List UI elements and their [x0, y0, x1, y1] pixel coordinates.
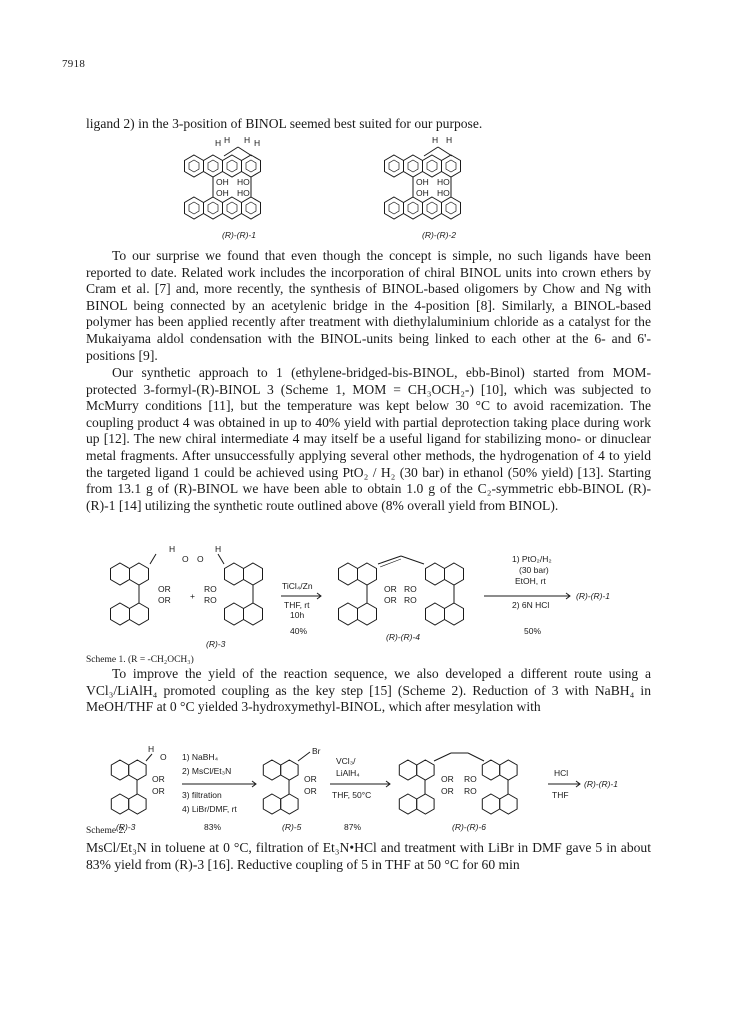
atom-label: OH	[216, 177, 229, 187]
atom-label: OR	[304, 786, 317, 796]
compound-1-structure	[185, 135, 261, 240]
time-label: 10h	[290, 610, 305, 620]
scheme-1	[86, 542, 666, 664]
atom-label: O	[197, 554, 204, 564]
atom-label: OH	[216, 188, 229, 198]
compound-label-3: (R)-3	[116, 822, 136, 832]
atom-label: HO	[437, 188, 450, 198]
atom-label: OR	[158, 595, 171, 605]
paragraph-4	[86, 840, 651, 873]
atom-label: OR	[152, 774, 165, 784]
atom-label: Br	[312, 746, 321, 756]
compound-6-structure	[399, 753, 517, 832]
figure-top-structures	[180, 134, 520, 246]
atom-label: HO	[237, 188, 250, 198]
reagent-label: 1) NaBH₄	[182, 752, 219, 762]
atom-label: RO	[204, 595, 217, 605]
atom-label: RO	[204, 584, 217, 594]
conditions-label: THF, rt	[284, 600, 310, 610]
compound-label-2: (R)-(R)-2	[422, 230, 456, 240]
compound-label-1: (R)-(R)-1	[222, 230, 256, 240]
compound-label-5: (R)-5	[282, 822, 302, 832]
paragraph-3	[86, 666, 651, 716]
atom-label: O	[160, 752, 167, 762]
step-1-arrow	[281, 581, 321, 636]
step-1-arrow	[182, 752, 256, 832]
reagent-label: (30 bar)	[519, 565, 549, 575]
page-number: 7918	[62, 58, 86, 70]
paragraph-0	[86, 116, 651, 133]
atom-label: O	[182, 554, 189, 564]
atom-label: H	[432, 135, 439, 145]
compound-label-4: (R)-(R)-4	[386, 632, 420, 642]
reagent-label: 3) filtration	[182, 790, 222, 800]
atom-label: HO	[437, 177, 450, 187]
product-label: (R)-(R)-1	[576, 591, 610, 601]
atom-label: RO	[404, 595, 417, 605]
plus-sign: +	[190, 591, 195, 601]
atom-label: H	[254, 138, 261, 148]
atom-label: OR	[158, 584, 171, 594]
yield-label: 50%	[524, 626, 542, 636]
step-2-arrow	[484, 554, 610, 636]
yield-label: 87%	[344, 822, 362, 832]
atom-label: H	[244, 135, 251, 145]
compound-4-structure	[339, 556, 464, 642]
paragraph-1	[86, 248, 651, 364]
atom-label: OR	[441, 786, 454, 796]
atom-label: H	[224, 135, 231, 145]
atom-label: OR	[152, 786, 165, 796]
atom-label: RO	[464, 774, 477, 784]
atom-label: OH	[416, 177, 429, 187]
atom-label: OR	[304, 774, 317, 784]
atom-label: H	[148, 746, 155, 754]
paragraph-text: To improve the yield of the reaction sequence, we also developed a different route using a VCl₃/LiAlH₄ promoted coupling as the key step [15] (Scheme 2). Reduction of 3 with NaBH₄ in MeOH/THF at 0 °C yielded 3-hydroxymethyl-BINOL, which after mesylation with	[86, 666, 651, 715]
atom-label: H	[446, 135, 453, 145]
paragraph-text: To our surprise we found that even though the concept is simple, no such ligands have been reported to date. Related work includes the incorporation of chiral BINOL units into crown ethers by Cram et al. [7] and, more recently, the synthesis of BINOL-based oligomers by Chow and Ng with BINOL being connected by an acetylenic bridge in the 4-position [8]. Similarly, a BINOL-based polymer has been applied recently after treatment with diethylaluminium chloride as a catalyst for the Mukaiyama aldol condensation with the BINOL-units being linked to each other at the 6- and 6'-positions [9].	[86, 248, 651, 363]
atom-label: HO	[237, 177, 250, 187]
atom-label: OR	[384, 584, 397, 594]
atom-label: RO	[404, 584, 417, 594]
conditions-label: THF, 50°C	[332, 790, 372, 800]
scheme-2-caption: Scheme 2.	[86, 826, 126, 836]
compound-label-6: (R)-(R)-6	[452, 822, 486, 832]
reagent-label: 2) 6N HCl	[512, 600, 550, 610]
paragraph-text: ligand 2) in the 3-position of BINOL seemed best suited for our purpose.	[86, 116, 483, 131]
compound-3-structure	[111, 544, 263, 649]
paragraph-text: MsCl/Et₃N in toluene at 0 °C, filtration of Et₃N•HCl and treatment with LiBr in DMF gave 5 in about 83% yield from (R)-3 [16]. Reductive coupling of 5 in THF at 50 °C for 60 min	[86, 840, 651, 872]
atom-label: H	[215, 138, 222, 148]
reagent-label: VCl₃/	[336, 756, 356, 766]
compound-5-structure	[263, 746, 320, 832]
reagent-label: HCl	[554, 768, 569, 778]
paragraph-2	[86, 365, 651, 514]
compound-label-3: (R)-3	[206, 639, 226, 649]
step-2-arrow	[330, 756, 390, 832]
atom-label: H	[169, 544, 176, 554]
atom-label: OH	[416, 188, 429, 198]
paragraph-text: Our synthetic approach to 1 (ethylene-bridged-bis-BINOL, ebb-Binol) started from MOM-protected 3-formyl-(R)-BINOL 3 (Scheme 1, MOM = CH₃OCH₂-) [10], which was subjected to McMurry conditions [11], but the temperature was kept below 30 °C to avoid racemization. The coupling product 4 was obtained in up to 40% yield with partial deprotection taking place during work up [12]. The new chiral intermediate 4 may itself be a useful ligand for stabilizing mono- or dinuclear metal fragments. After unsuccessfully applying several other methods, the hydrogenation of 4 to yield the targeted ligand 1 could be achieved using PtO₂ / H₂ (30 bar) in ethanol (50% yield) [13]. Starting from 13.1 g of (R)-BINOL we have been able to obtain 1.0 g of the C₂-symmetric ebb-BINOL (R)-(R)-1 [14] utilizing the synthetic route outlined above (8% overall yield from BINOL).	[86, 365, 651, 513]
step-3-arrow	[548, 768, 618, 800]
atom-label: H	[215, 544, 222, 554]
scheme-1-caption: Scheme 1. (R = -CH₂OCH₃)	[86, 655, 194, 664]
reagent-label: TiCl₄/Zn	[282, 581, 313, 591]
product-label: (R)-(R)-1	[584, 779, 618, 789]
atom-label: OR	[441, 774, 454, 784]
atom-label: OR	[384, 595, 397, 605]
scheme-2	[86, 746, 666, 842]
reagent-label: LiAlH₄	[336, 768, 360, 778]
reagent-label: 2) MsCl/Et₃N	[182, 766, 232, 776]
compound-3-structure	[111, 746, 167, 832]
solvent-label: THF	[552, 790, 569, 800]
reagent-label: EtOH, rt	[515, 576, 546, 586]
yield-label: 40%	[290, 626, 308, 636]
reagent-label: 4) LiBr/DMF, rt	[182, 804, 237, 814]
reagent-label: 1) PtO₂/H₂	[512, 554, 552, 564]
atom-label: RO	[464, 786, 477, 796]
yield-label: 83%	[204, 822, 222, 832]
compound-2-structure	[385, 135, 461, 240]
